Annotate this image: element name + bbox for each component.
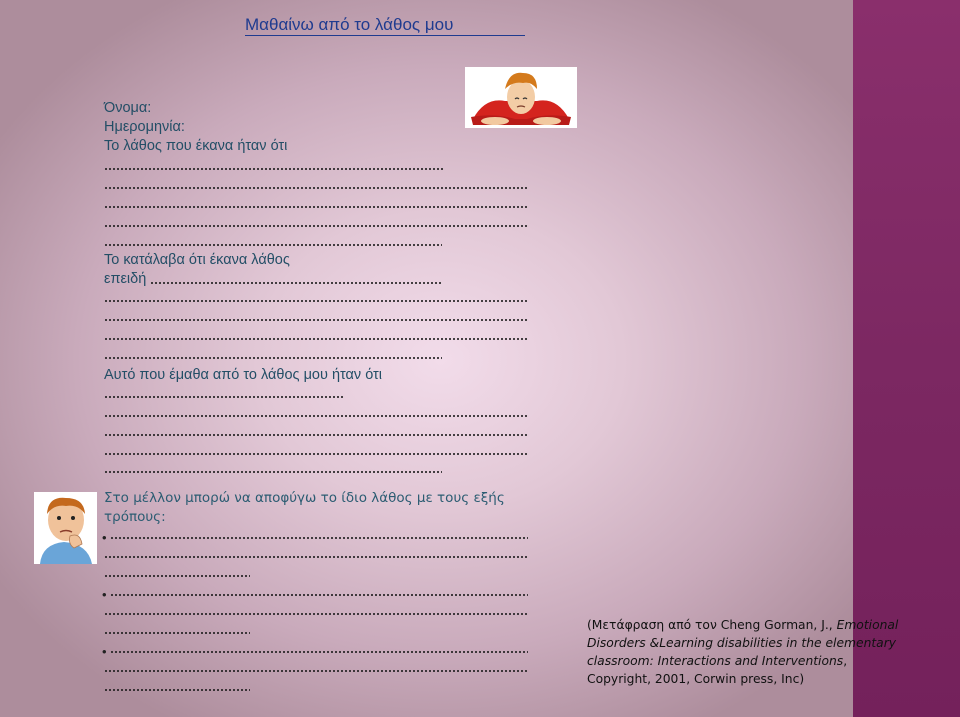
answer-line[interactable]	[104, 225, 529, 227]
answer-line[interactable]	[104, 206, 529, 208]
answer-line[interactable]	[104, 556, 529, 558]
answer-line[interactable]	[104, 357, 442, 359]
answer-line[interactable]	[104, 632, 250, 634]
answer-line[interactable]	[104, 471, 442, 473]
bullet-2: •	[102, 587, 107, 602]
answer-line[interactable]	[104, 670, 529, 672]
answer-line[interactable]	[104, 300, 529, 302]
bullet-1: •	[102, 530, 107, 545]
answer-line[interactable]	[104, 415, 529, 417]
citation-book-title: Emotional Disorders &Learning disabilities in the elementary classroom: Interactions and Interventions	[587, 618, 899, 668]
answer-line[interactable]	[104, 575, 250, 577]
answer-line[interactable]	[110, 651, 528, 653]
page-title: Μαθαίνω από το λάθος μου	[245, 14, 525, 36]
ways-label: τρόπους:	[104, 509, 166, 525]
answer-line[interactable]	[150, 282, 442, 284]
answer-line[interactable]	[104, 187, 529, 189]
answer-line[interactable]	[110, 594, 528, 596]
source-citation	[587, 616, 907, 688]
answer-line[interactable]	[104, 319, 529, 321]
realized-label: Το κατάλαβα ότι έκανα λάθος	[104, 252, 290, 268]
answer-line[interactable]	[104, 689, 250, 691]
future-label: Στο μέλλον μπορώ να αποφύγω το ίδιο λάθος με τους εξής	[104, 490, 505, 506]
answer-line[interactable]	[110, 537, 528, 539]
name-label: Όνομα:	[104, 100, 152, 116]
date-label: Ημερομηνία:	[104, 119, 185, 135]
because-label: επειδή	[104, 271, 147, 287]
answer-line[interactable]	[104, 434, 529, 436]
boy-thinking-illustration	[34, 492, 97, 564]
answer-line[interactable]	[104, 453, 529, 455]
answer-line[interactable]	[104, 168, 444, 170]
boy-resting-illustration	[465, 67, 577, 128]
answer-line[interactable]	[104, 396, 344, 398]
citation-suffix: , Copyright, 2001, Corwin press, Inc)	[587, 654, 848, 686]
learned-label: Αυτό που έμαθα από το λάθος μου ήταν ότι	[104, 367, 383, 383]
answer-line[interactable]	[104, 338, 529, 340]
bullet-3: •	[102, 644, 107, 659]
citation-prefix: (Μετάφραση από τον Cheng Gorman, J.,	[587, 618, 837, 632]
mistake-label: Το λάθος που έκανα ήταν ότι	[104, 138, 288, 154]
answer-line[interactable]	[104, 244, 442, 246]
decorative-side-band	[853, 0, 960, 717]
answer-line[interactable]	[104, 613, 529, 615]
